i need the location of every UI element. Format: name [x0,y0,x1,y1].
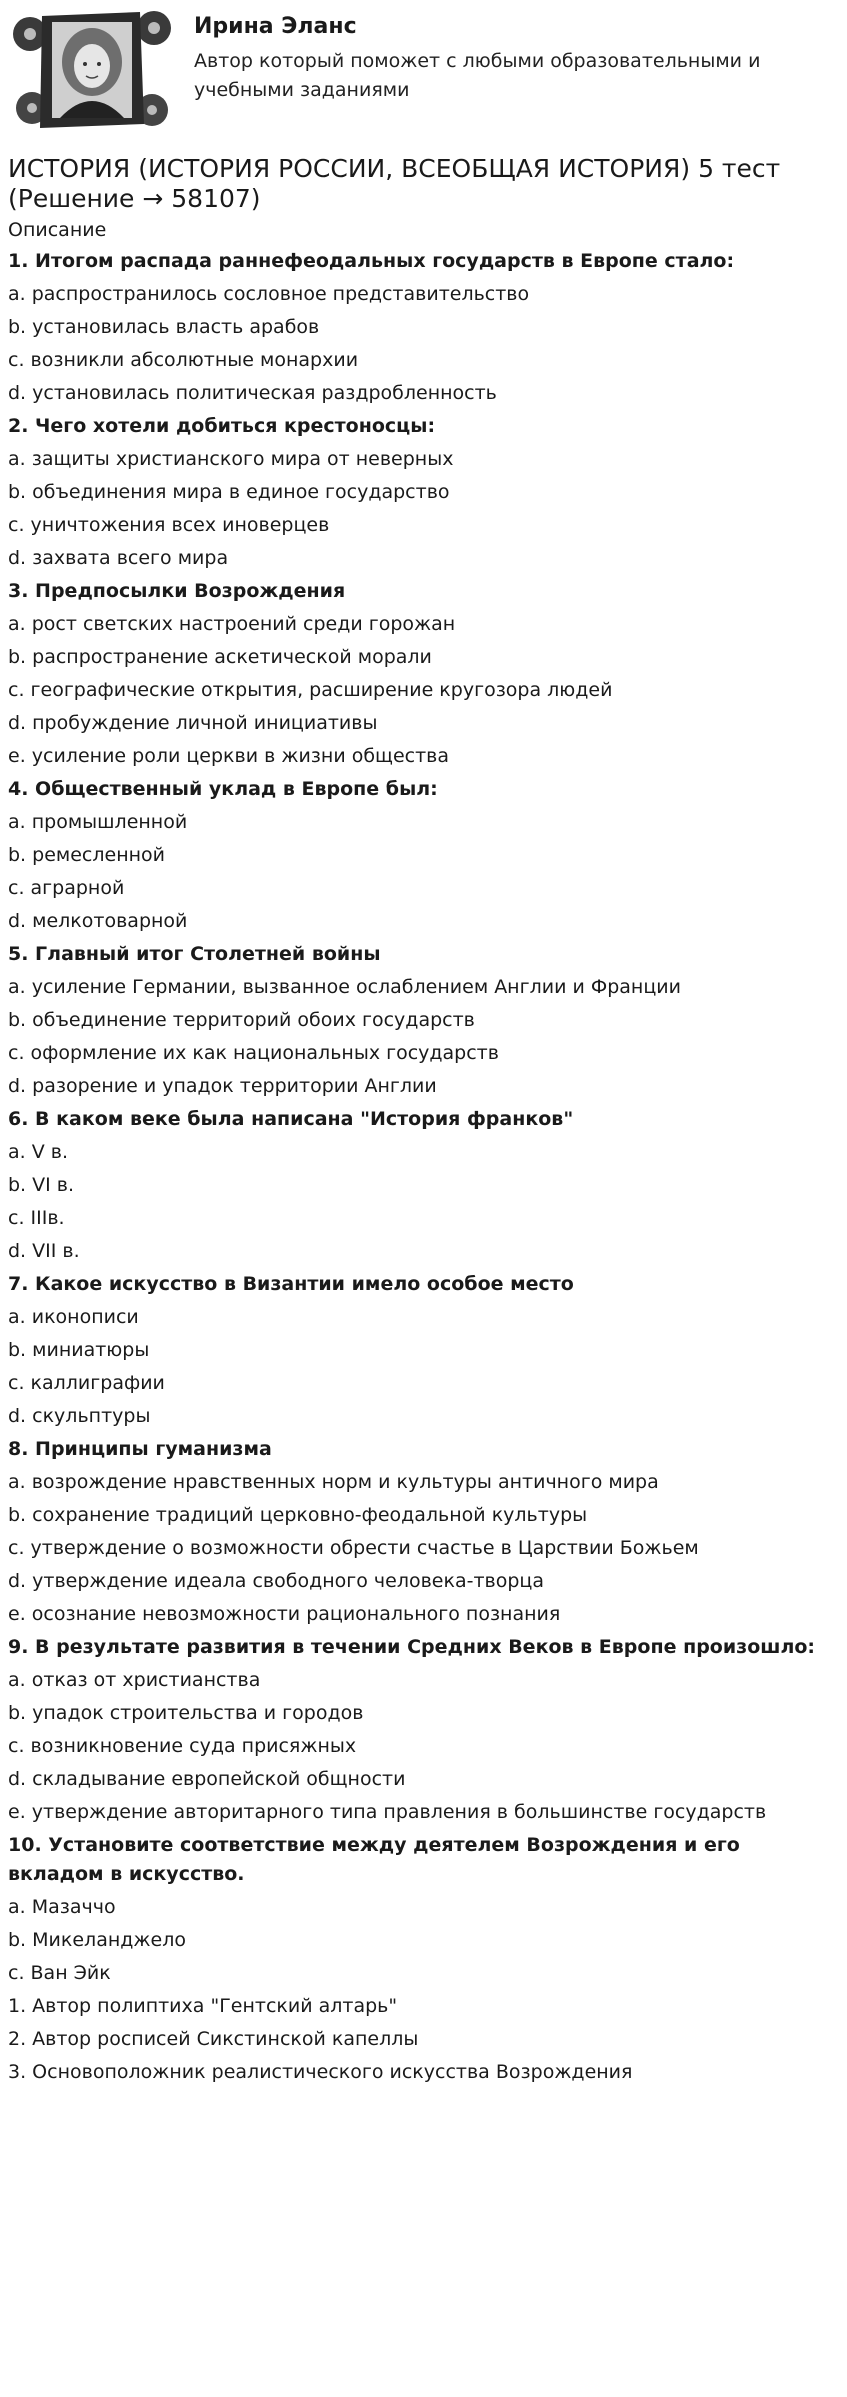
question-title: 10. Установите соответствие между деятелем Возрождения и его вкладом в искусство. [8,1834,740,1885]
answer-option: c. уничтожения всех иноверцев [8,514,330,536]
answer-option: b. объединения мира в единое государство [8,481,450,503]
author-card [8,0,839,146]
question-block [8,1105,839,1266]
answer-option: e. утверждение авторитарного типа правления в большинстве государств [8,1801,767,1823]
answer-option: c. аграрной [8,877,125,899]
answer-option: a. рост светских настроений среди горожан [8,613,456,635]
answer-option: b. ремесленной [8,844,166,866]
answer-option: e. усиление роли церкви в жизни общества [8,745,449,767]
question-block [8,1831,839,2087]
answer-option: c. утверждение о возможности обрести счастье в Царствии Божьем [8,1537,699,1559]
answer-option: b. Микеланджело [8,1929,186,1951]
document-title: ИСТОРИЯ (ИСТОРИЯ РОССИИ, ВСЕОБЩАЯ ИСТОРИЯ) 5 тест (Решение → 58107) [8,154,781,213]
author-description: Автор который поможет с любыми образовательными и учебными заданиями [194,50,761,101]
answer-option: d. разорение и упадок территории Англии [8,1075,437,1097]
answer-option: c. IIIв. [8,1207,65,1229]
answer-option: d. скульптуры [8,1405,151,1427]
answer-option: a. промышленной [8,811,188,833]
answer-option: a. возрождение нравственных норм и культуры античного мира [8,1471,659,1493]
answer-option: d. захвата всего мира [8,547,229,569]
answer-option: a. распространилось сословное представительство [8,283,530,305]
question-title: 6. В каком веке была написана "История франков" [8,1108,574,1130]
answer-option: d. складывание европейской общности [8,1768,406,1790]
answer-option: b. миниатюры [8,1339,150,1361]
answer-option: b. упадок строительства и городов [8,1702,364,1724]
answer-option: d. мелкотоварной [8,910,188,932]
answer-option: c. возникновение суда присяжных [8,1735,357,1757]
answer-option: c. каллиграфии [8,1372,165,1394]
answer-option: b. распространение аскетической морали [8,646,432,668]
answer-option: d. VII в. [8,1240,80,1262]
answer-option: a. Мазаччо [8,1896,116,1918]
question-title: 7. Какое искусство в Византии имело особое место [8,1273,574,1295]
question-block [8,1435,839,1629]
answer-option: b. VI в. [8,1174,75,1196]
answer-option: 3. Основоположник реалистического искусства Возрождения [8,2061,633,2083]
answer-option: 1. Автор полиптиха "Гентский алтарь" [8,1995,398,2017]
answer-option: 2. Автор росписей Сикстинской капеллы [8,2028,419,2050]
question-block [8,1270,839,1431]
answer-option: c. Ван Эйк [8,1962,111,1984]
question-title: 9. В результате развития в течении Средних Веков в Европе произошло: [8,1636,816,1658]
answer-option: d. утверждение идеала свободного человека-творца [8,1570,544,1592]
question-title: 1. Итогом распада раннефеодальных государств в Европе стало: [8,250,735,272]
answer-option: b. установилась власть арабов [8,316,320,338]
question-title: 8. Принципы гуманизма [8,1438,272,1460]
question-title: 3. Предпосылки Возрождения [8,580,346,602]
answer-option: b. сохранение традиций церковно-феодальной культуры [8,1504,588,1526]
question-block [8,577,839,771]
question-title: 2. Чего хотели добиться крестоносцы: [8,415,436,437]
answer-option: a. V в. [8,1141,68,1163]
answer-option: e. осознание невозможности рационального познания [8,1603,561,1625]
answer-option: a. отказ от христианства [8,1669,261,1691]
avatar-photo-icon [12,8,172,132]
answer-option: a. защиты христианского мира от неверных [8,448,454,470]
question-block [8,412,839,573]
questions-list [8,247,839,2087]
question-title: 5. Главный итог Столетней войны [8,943,381,965]
answer-option: c. возникли абсолютные монархии [8,349,359,371]
avatar[interactable] [8,6,178,134]
answer-option: b. объединение территорий обоих государств [8,1009,475,1031]
answer-option: a. усиление Германии, вызванное ослаблением Англии и Франции [8,976,681,998]
answer-option: c. оформление их как национальных государств [8,1042,499,1064]
answer-option: d. пробуждение личной инициативы [8,712,378,734]
question-block [8,1633,839,1827]
question-block [8,940,839,1101]
question-title: 4. Общественный уклад в Европе был: [8,778,438,800]
answer-option: d. установилась политическая раздробленность [8,382,497,404]
author-name[interactable]: Ирина Эланс [194,14,357,39]
question-block [8,775,839,936]
answer-option: c. географические открытия, расширение кругозора людей [8,679,613,701]
section-label: Описание [8,219,107,241]
answer-option: a. иконописи [8,1306,139,1328]
question-block [8,247,839,408]
author-info [178,6,794,105]
